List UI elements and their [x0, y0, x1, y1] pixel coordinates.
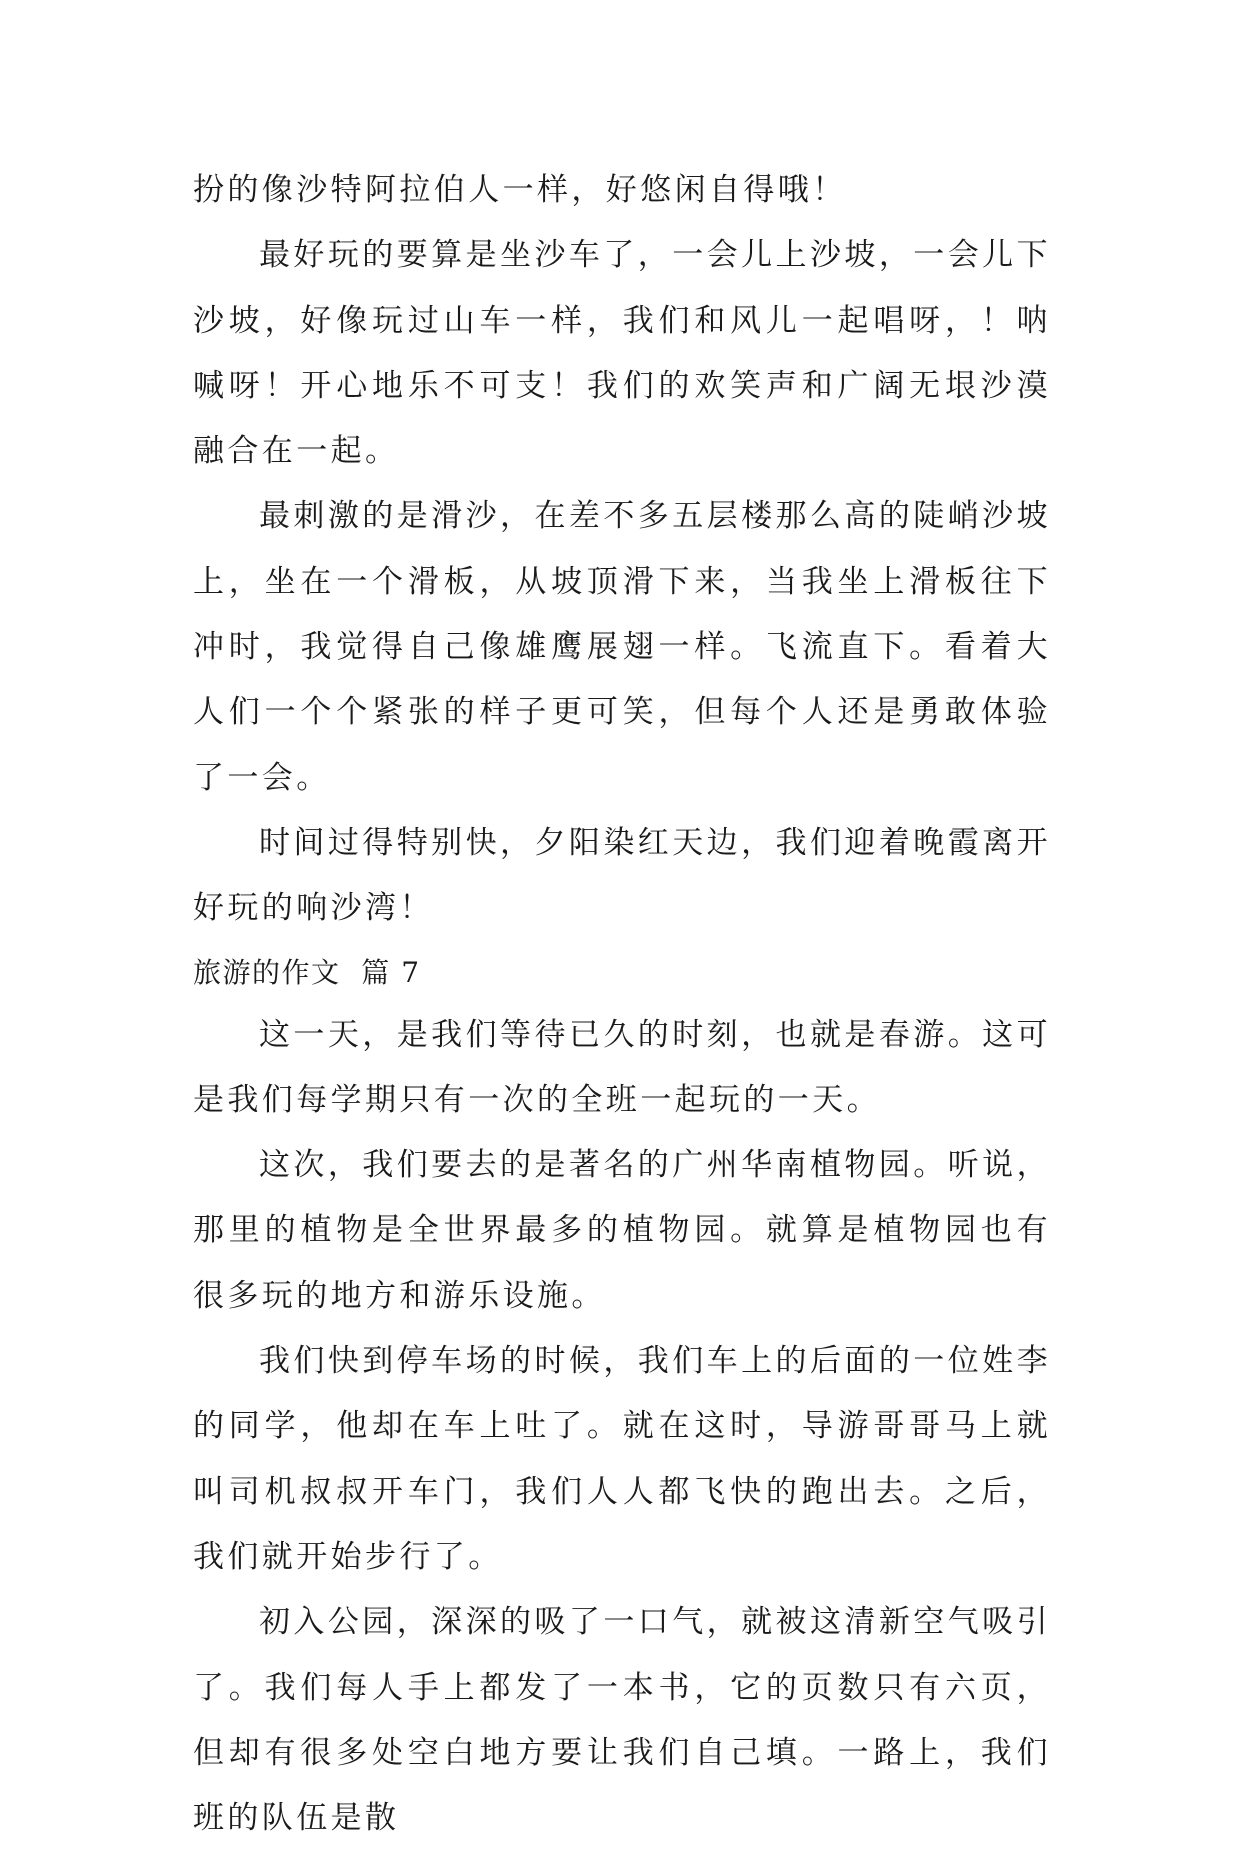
paragraph-continued: 扮的像沙特阿拉伯人一样，好悠闲自得哦！ — [193, 172, 847, 208]
paragraph-sand-sliding: 最刺激的是滑沙，在差不多五层楼那么高的陡峭沙坡上，坐在一个滑板，从坡顶滑下来，当我坐上滑板往下冲时，我觉得自己像雄鹰展翅一样。飞流直下。看着大人们一个个紧张的样子更可笑，但每个人还是勇敢体验了一会。 — [193, 498, 1051, 796]
paragraph-sunset: 时间过得特别快，夕阳染红天边，我们迎着晚霞离开好玩的响沙湾！ — [193, 824, 1051, 927]
paragraph-parking-lot: 我们快到停车场的时候，我们车上的后面的一位姓李的同学，他却在车上吐了。就在这时，导游哥哥马上就叫司机叔叔开车门，我们人人都飞快的跑出去。之后，我们就开始步行了。 — [193, 1343, 1051, 1575]
paragraph-botanical-garden: 这次，我们要去的是著名的广州华南植物园。听说，那里的植物是全世界最多的植物园。就算是植物园也有很多玩的地方和游乐设施。 — [193, 1147, 1051, 1314]
section-heading: 旅游的作文 篇 7 — [193, 955, 421, 989]
paragraph-spring-outing: 这一天，是我们等待已久的时刻，也就是春游。这可是我们每学期只有一次的全班一起玩的一天。 — [193, 1016, 1051, 1118]
paragraph-sand-car: 最好玩的要算是坐沙车了，一会儿上沙坡，一会儿下沙坡，好像玩过山车一样，我们和风儿一起唱呀，！呐喊呀！开心地乐不可支！我们的欢笑声和广阔无垠沙漠融合在一起。 — [193, 237, 1051, 470]
document-page — [193, 158, 1051, 1851]
paragraph-entering-park: 初入公园，深深的吸了一口气，就被这清新空气吸引了。我们每人手上都发了一本书，它的页数只有六页，但却有很多处空白地方要让我们自己填。一路上，我们班的队伍是散 — [193, 1604, 1051, 1837]
